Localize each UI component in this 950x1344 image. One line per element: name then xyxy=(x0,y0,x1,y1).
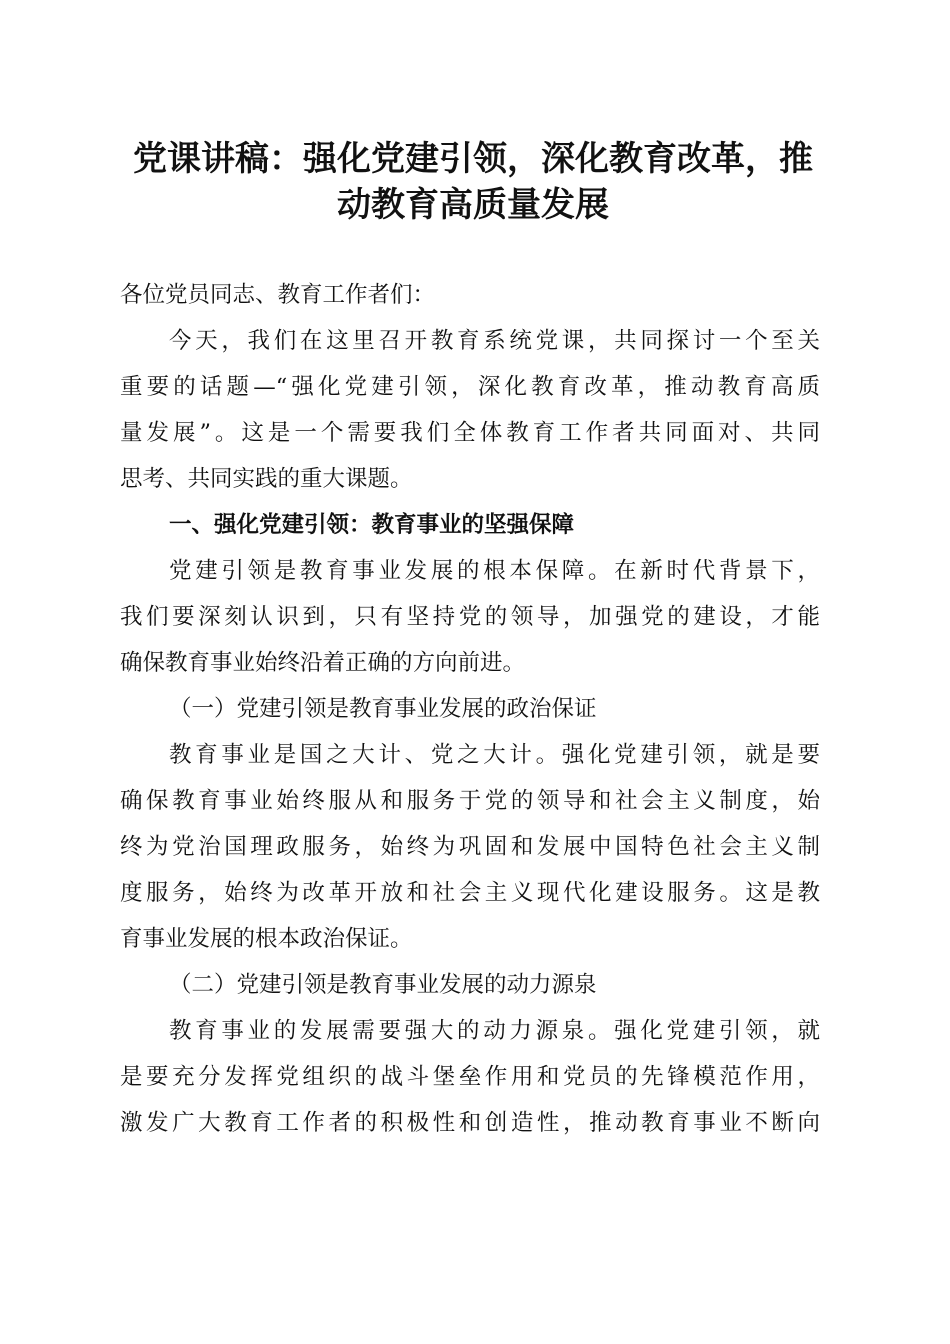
subsection-1-line: 度服务，始终为改革开放和社会主义现代化建设服务。这是教 xyxy=(120,880,820,906)
document-title-line-2: 动教育高质量发展 xyxy=(337,185,609,225)
subsection-1-line: 教育事业是国之大计、党之大计。强化党建引领，就是要 xyxy=(169,742,820,768)
intro-line: 思考、共同实践的重大课题。 xyxy=(120,466,413,492)
subsection-1-line: 确保教育事业始终服从和服务于党的领导和社会主义制度，始 xyxy=(120,788,820,814)
section-1-heading: 一、强化党建引领：教育事业的坚强保障 xyxy=(169,512,575,538)
subsection-1-heading: （一）党建引领是教育事业发展的政治保证 xyxy=(169,696,597,722)
subsection-2-heading: （二）党建引领是教育事业发展的动力源泉 xyxy=(169,972,597,998)
salutation: 各位党员同志、教育工作者们： xyxy=(120,282,436,308)
subsection-2-line: 激发广大教育工作者的积极性和创造性，推动教育事业不断向 xyxy=(120,1110,820,1136)
intro-line: 量发展”。这是一个需要我们全体教育工作者共同面对、共同 xyxy=(120,420,820,446)
intro-line: 今天，我们在这里召开教育系统党课，共同探讨一个至关 xyxy=(169,328,820,354)
section-1-line: 我们要深刻认识到，只有坚持党的领导，加强党的建设，才能 xyxy=(120,604,820,630)
document-title-line-1: 党课讲稿：强化党建引领，深化教育改革，推 xyxy=(133,139,813,179)
subsection-1-line: 终为党治国理政服务，始终为巩固和发展中国特色社会主义制 xyxy=(120,834,820,860)
subsection-2-line: 是要充分发挥党组织的战斗堡垒作用和党员的先锋模范作用， xyxy=(120,1064,820,1090)
subsection-2-line: 教育事业的发展需要强大的动力源泉。强化党建引领，就 xyxy=(169,1018,820,1044)
intro-line: 重要的话题—“强化党建引领，深化教育改革，推动教育高质 xyxy=(120,374,820,400)
section-1-line: 确保教育事业始终沿着正确的方向前进。 xyxy=(120,650,526,676)
section-1-line: 党建引领是教育事业发展的根本保障。在新时代背景下， xyxy=(169,558,820,584)
subsection-1-line: 育事业发展的根本政治保证。 xyxy=(120,926,413,952)
